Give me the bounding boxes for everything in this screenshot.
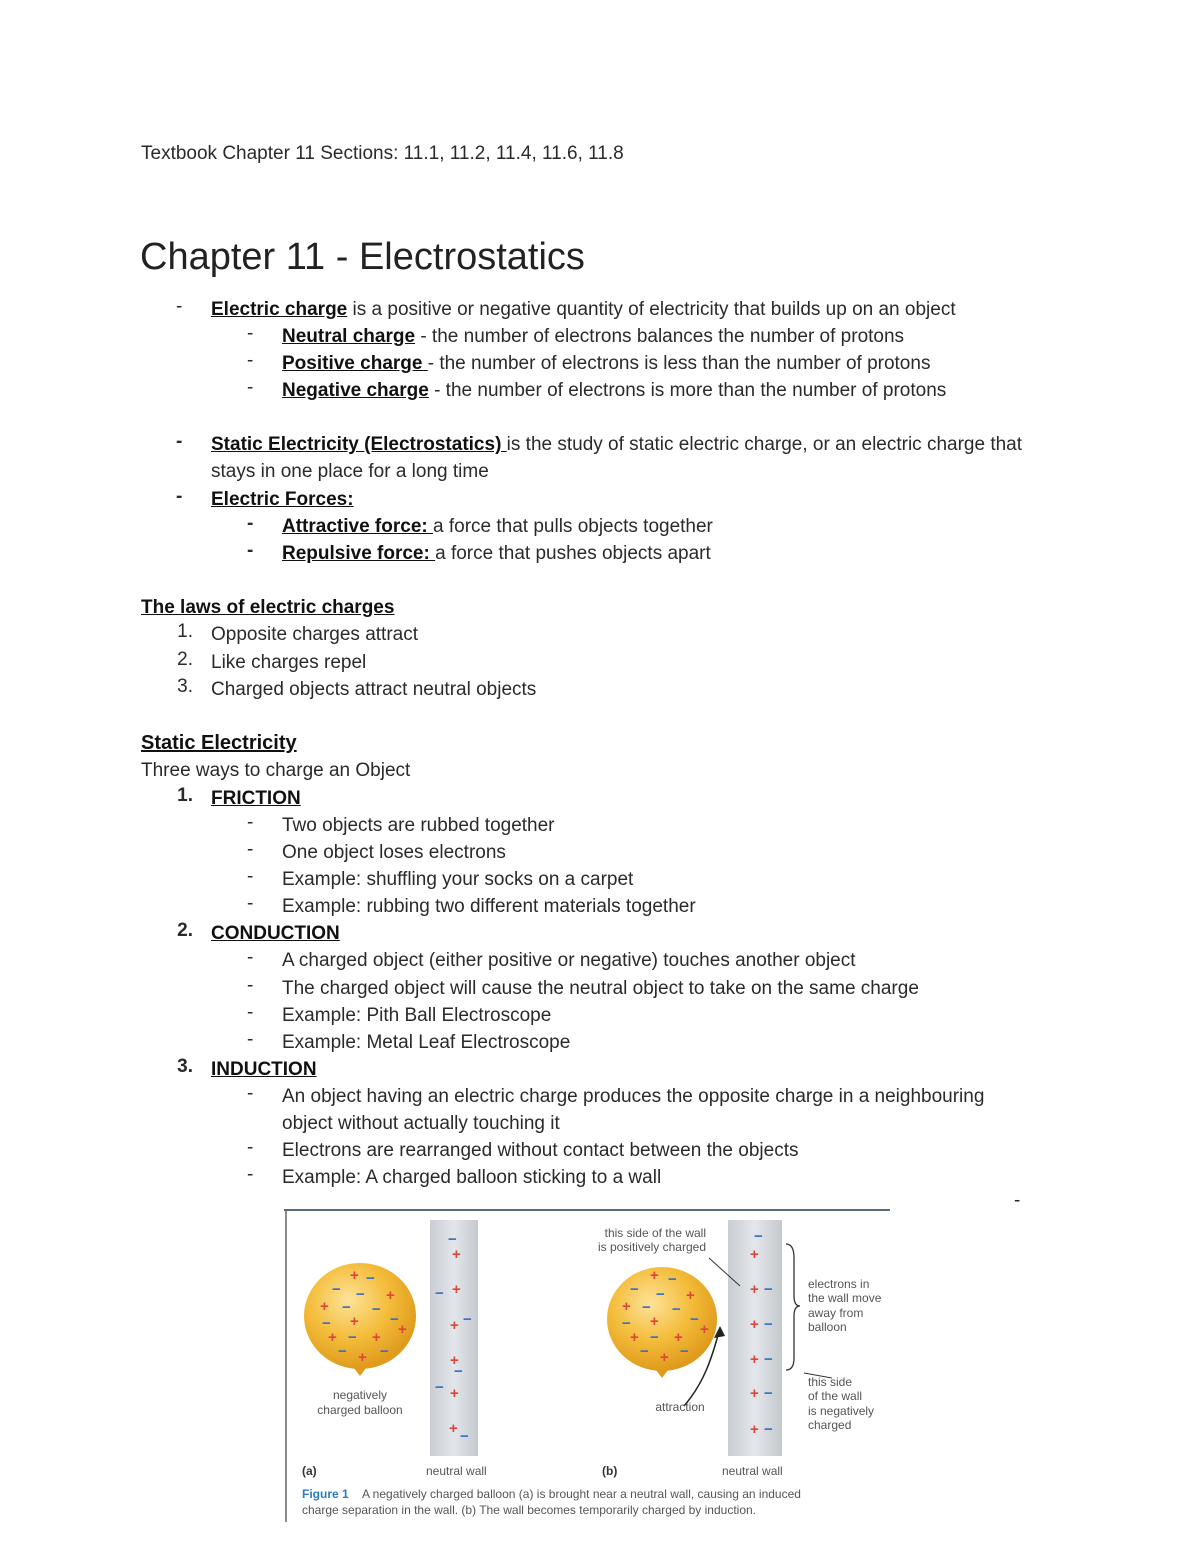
electrons-label-1: electrons in <box>808 1277 870 1291</box>
induction-label-text: INDUCTION <box>211 1059 317 1080</box>
plus-sign: + <box>750 1351 759 1368</box>
minus-sign: − <box>338 1343 347 1360</box>
list-item: Electrons are rearranged without contact between the objects <box>282 1140 799 1161</box>
minus-sign: − <box>356 1286 365 1303</box>
text-attractive: a force that pulls objects together <box>433 516 713 537</box>
minus-sign: − <box>622 1315 631 1332</box>
minus-sign: − <box>322 1315 331 1332</box>
plus-sign: + <box>449 1420 458 1437</box>
list-number: 3. <box>177 1056 193 1077</box>
bullet-dash: - <box>176 431 183 452</box>
static-intro: Three ways to charge an Object <box>141 760 411 781</box>
minus-sign: − <box>348 1329 357 1346</box>
list-item: Example: shuffling your socks on a carpet <box>282 869 634 890</box>
electrons-label-2: the wall move <box>808 1291 882 1305</box>
term-positive: Positive charge <box>282 353 428 374</box>
bullet-dash: - <box>247 513 254 534</box>
conduction-label <box>211 920 340 947</box>
bullet-dash: - <box>247 1164 254 1185</box>
plus-sign: + <box>358 1349 367 1366</box>
sections-line: Textbook Chapter 11 Sections: 11.1, 11.2, 11.4, 11.6, 11.8 <box>141 143 624 164</box>
balloon-a-knot <box>354 1368 366 1376</box>
minus-sign: − <box>460 1428 469 1445</box>
plus-sign: + <box>452 1246 461 1263</box>
list-item: One object loses electrons <box>282 842 506 863</box>
text-repulsive: a force that pushes objects apart <box>435 543 711 564</box>
neg-side-label-1: this side <box>808 1375 853 1389</box>
bullet-repulsive <box>282 540 711 567</box>
page-title: Chapter 11 - Electrostatics <box>140 236 585 278</box>
plus-sign: + <box>350 1267 359 1284</box>
neg-side-label-4: charged <box>808 1418 852 1432</box>
neg-side-label-2: of the wall <box>808 1389 863 1403</box>
plus-sign: + <box>750 1316 759 1333</box>
bullet-electric-charge <box>211 296 956 323</box>
plus-sign: + <box>386 1287 395 1304</box>
minus-sign: − <box>342 1299 351 1316</box>
laws-heading-text: The laws of electric charges <box>141 597 395 618</box>
balloon-b-knot <box>656 1370 668 1378</box>
minus-sign: − <box>390 1311 399 1328</box>
bullet-dash: - <box>247 812 254 833</box>
text-static: is the study of static electric charge, or an electric charge that <box>506 434 1023 455</box>
plus-sign: + <box>450 1352 459 1369</box>
term-negative: Negative charge <box>282 380 429 401</box>
plus-sign: + <box>622 1298 631 1315</box>
term-forces: Electric Forces: <box>211 489 354 510</box>
minus-sign: − <box>435 1379 444 1396</box>
text-static-cont: stays in one place for a long time <box>211 461 489 482</box>
list-item: Two objects are rubbed together <box>282 815 555 836</box>
plus-sign: + <box>650 1313 659 1330</box>
plus-sign: + <box>372 1329 381 1346</box>
list-item: Example: rubbing two different materials together <box>282 896 696 917</box>
minus-sign: − <box>650 1329 659 1346</box>
bullet-positive <box>282 350 930 377</box>
plus-sign: + <box>328 1329 337 1346</box>
bullet-negative <box>282 377 946 404</box>
bullet-dash: - <box>176 486 183 507</box>
list-item: An object having an electric charge produces the opposite charge in a neighbouring <box>282 1086 985 1107</box>
term-static: Static Electricity (Electrostatics) <box>211 434 507 455</box>
minus-sign: − <box>332 1281 341 1298</box>
bullet-dash: - <box>247 350 254 371</box>
minus-sign: − <box>764 1316 773 1333</box>
stray-dash: - <box>1014 1190 1021 1211</box>
neg-side-label-3: is negatively <box>808 1404 875 1418</box>
list-item: A charged object (either positive or negative) touches another object <box>282 950 856 971</box>
minus-sign: − <box>656 1286 665 1303</box>
plus-sign: + <box>674 1329 683 1346</box>
minus-sign: − <box>672 1301 681 1318</box>
plus-sign: + <box>630 1329 639 1346</box>
static-heading <box>141 730 297 757</box>
bullet-dash: - <box>247 1083 254 1104</box>
electrons-label-3: away from <box>808 1306 864 1320</box>
friction-label-text: FRICTION <box>211 788 301 809</box>
list-item: Example: Metal Leaf Electroscope <box>282 1032 571 1053</box>
plus-sign: + <box>660 1349 669 1366</box>
list-item-cont: object without actually touching it <box>282 1113 560 1134</box>
bullet-dash: - <box>247 947 254 968</box>
bullet-dash: - <box>247 1029 254 1050</box>
neutral-wall-label-a: neutral wall <box>426 1464 487 1478</box>
balloon-a-label-1: negatively <box>332 1388 388 1402</box>
list-item: Charged objects attract neutral objects <box>211 679 537 700</box>
attraction-label: attraction <box>655 1400 705 1414</box>
pos-side-label-1: this side of the wall <box>604 1226 706 1240</box>
term-attractive: Attractive force: <box>282 516 433 537</box>
bullet-dash: - <box>247 323 254 344</box>
minus-sign: − <box>435 1285 444 1302</box>
plus-sign: + <box>750 1421 759 1438</box>
plus-sign: + <box>450 1385 459 1402</box>
list-number: 2. <box>177 920 193 941</box>
minus-sign: − <box>642 1299 651 1316</box>
minus-sign: − <box>463 1311 472 1328</box>
minus-sign: − <box>764 1281 773 1298</box>
figure-caption-line-1: A negatively charged balloon (a) is brought near a neutral wall, causing an induced <box>362 1487 801 1501</box>
plus-sign: + <box>320 1298 329 1315</box>
balloon-a <box>304 1263 416 1376</box>
minus-sign: − <box>454 1363 463 1380</box>
minus-sign: − <box>764 1385 773 1402</box>
list-item: Example: Pith Ball Electroscope <box>282 1005 552 1026</box>
minus-sign: − <box>764 1351 773 1368</box>
term-electric-charge: Electric charge <box>211 299 348 320</box>
bullet-static <box>211 431 1022 458</box>
list-number: 1. <box>177 621 193 642</box>
bullet-dash: - <box>247 975 254 996</box>
electrons-label-4: balloon <box>808 1320 847 1334</box>
text-positive: - the number of electrons is less than the number of protons <box>427 353 931 374</box>
list-item: The charged object will cause the neutral object to take on the same charge <box>282 978 919 999</box>
minus-sign: − <box>366 1270 375 1287</box>
minus-sign: − <box>380 1343 389 1360</box>
list-item: Opposite charges attract <box>211 624 418 645</box>
balloon-b <box>607 1267 717 1378</box>
text-neutral: - the number of electrons balances the number of protons <box>415 326 905 347</box>
plus-sign: + <box>700 1321 709 1338</box>
plus-sign: + <box>686 1287 695 1304</box>
panel-label-b: (b) <box>602 1464 618 1478</box>
plus-sign: + <box>450 1317 459 1334</box>
plus-sign: + <box>750 1246 759 1263</box>
plus-sign: + <box>750 1385 759 1402</box>
balloon-a-label-2: charged balloon <box>317 1403 403 1417</box>
minus-sign: − <box>640 1343 649 1360</box>
bullet-dash: - <box>247 866 254 887</box>
minus-sign: − <box>630 1281 639 1298</box>
induction-label <box>211 1056 317 1083</box>
plus-sign: + <box>452 1281 461 1298</box>
minus-sign: − <box>680 1343 689 1360</box>
laws-heading <box>141 594 394 621</box>
bullet-dash: - <box>247 839 254 860</box>
minus-sign: − <box>372 1301 381 1318</box>
bullet-dash: - <box>247 1137 254 1158</box>
plus-sign: + <box>350 1313 359 1330</box>
minus-sign: − <box>764 1421 773 1438</box>
bullet-neutral <box>282 323 904 350</box>
plus-sign: + <box>750 1281 759 1298</box>
bullet-dash: - <box>247 893 254 914</box>
list-number: 3. <box>177 676 193 697</box>
bullet-dash: - <box>247 377 254 398</box>
bullet-dash: - <box>247 1002 254 1023</box>
text-negative: - the number of electrons is more than the number of protons <box>428 380 947 401</box>
figure-caption-line-2: charge separation in the wall. (b) The wall becomes temporarily charged by induction. <box>302 1503 757 1517</box>
friction-label <box>211 785 301 812</box>
static-heading-text: Static Electricity <box>141 732 297 754</box>
bullet-forces <box>211 486 354 513</box>
figure-caption-label: Figure 1 <box>302 1487 349 1501</box>
electrons-brace <box>786 1244 800 1370</box>
bullet-dash: - <box>176 296 183 317</box>
pos-side-label-2: is positively charged <box>597 1240 706 1254</box>
induction-figure <box>284 1208 892 1524</box>
term-neutral: Neutral charge <box>282 326 416 347</box>
list-number: 2. <box>177 649 193 670</box>
bullet-dash: - <box>247 540 254 561</box>
minus-sign: − <box>448 1231 457 1248</box>
bullet-attractive <box>282 513 713 540</box>
term-repulsive: Repulsive force: <box>282 543 436 564</box>
conduction-label-text: CONDUCTION <box>211 923 340 944</box>
plus-sign: + <box>650 1267 659 1284</box>
list-number: 1. <box>177 785 193 806</box>
list-item: Like charges repel <box>211 652 367 673</box>
minus-sign: − <box>690 1311 699 1328</box>
list-item: Example: A charged balloon sticking to a wall <box>282 1167 662 1188</box>
plus-sign: + <box>398 1321 407 1338</box>
neutral-wall-label-b: neutral wall <box>722 1464 783 1478</box>
minus-sign: − <box>754 1228 763 1245</box>
text-electric-charge: is a positive or negative quantity of electricity that builds up on an object <box>347 299 956 320</box>
minus-sign: − <box>668 1271 677 1288</box>
panel-label-a: (a) <box>302 1464 317 1478</box>
